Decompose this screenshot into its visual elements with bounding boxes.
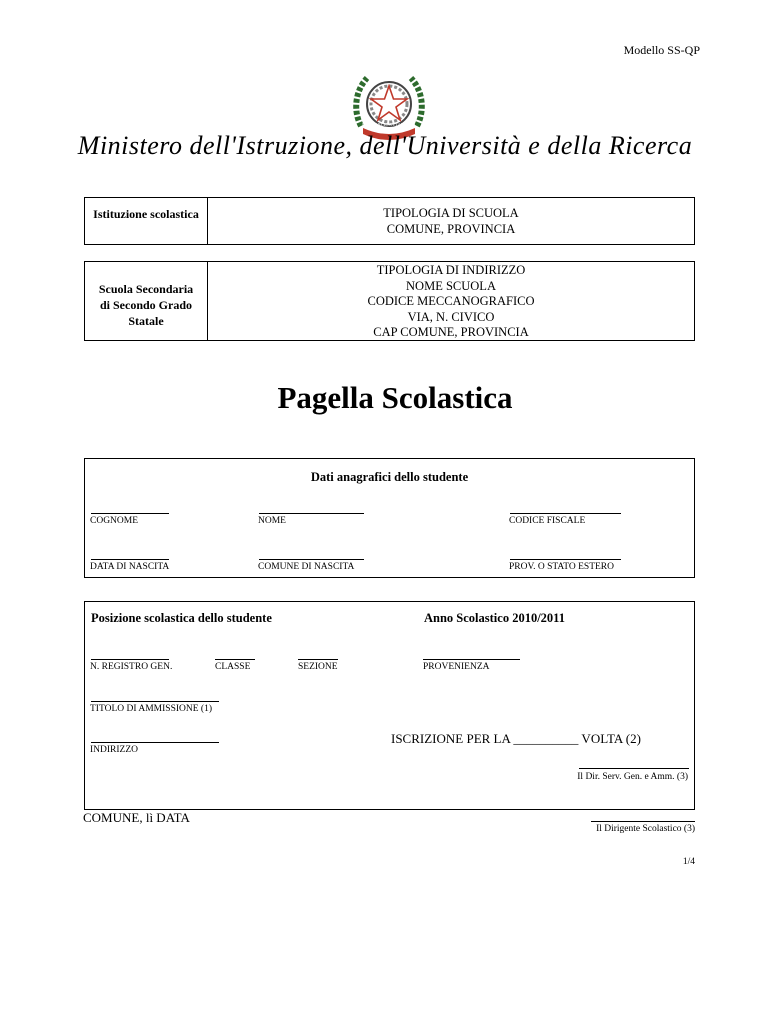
page-title: Pagella Scolastica — [277, 380, 513, 415]
emblem-text: REPVBBLICA ITALIANA — [362, 122, 416, 127]
name-label: NOME — [258, 516, 286, 526]
institution-label-text: Istituzione scolastica — [93, 207, 199, 221]
section-line[interactable] — [298, 659, 338, 660]
town-province: COMUNE, PROVINCIA — [386, 221, 516, 236]
principal-signature-line[interactable] — [591, 821, 695, 822]
principal-signature-label: Il Dirigente Scolastico (3) — [596, 824, 695, 834]
ministry-title: Ministero dell'Istruzione, dell'Università e della Ricerca — [77, 131, 693, 160]
address-type: TIPOLOGIA DI INDIRIZZO — [376, 263, 526, 277]
class-line[interactable] — [215, 659, 255, 660]
register-line[interactable] — [91, 659, 169, 660]
school-category-line: Statale — [128, 314, 164, 328]
tax-code-label: CODICE FISCALE — [509, 516, 586, 526]
school-position-box — [84, 601, 695, 810]
province-line[interactable] — [510, 559, 621, 560]
birth-town-label: COMUNE DI NASCITA — [258, 562, 355, 572]
admission-label: TITOLO DI AMMISSIONE (1) — [90, 704, 212, 714]
school-lines — [208, 263, 694, 341]
admission-line[interactable] — [91, 701, 219, 702]
student-heading: Dati anagrafici dello studente — [310, 470, 469, 484]
tax-code-line[interactable] — [510, 513, 621, 514]
postal-town: CAP COMUNE, PROVINCIA — [373, 325, 529, 339]
surname-line[interactable] — [91, 513, 169, 514]
school-name: NOME SCUOLA — [406, 278, 496, 293]
address-label: INDIRIZZO — [90, 745, 139, 755]
page-number: 1/4 — [682, 857, 695, 867]
class-label: CLASSE — [215, 662, 251, 672]
birth-town-line[interactable] — [259, 559, 364, 560]
address-line[interactable] — [91, 742, 219, 743]
institution-label — [85, 206, 207, 222]
origin-label: PROVENIENZA — [423, 662, 490, 672]
street: VIA, N. CIVICO — [407, 309, 495, 324]
enrollment-text: ISCRIZIONE PER LA __________ VOLTA (2) — [391, 731, 641, 746]
student-data-box — [84, 458, 695, 578]
dir-signature-label: Il Dir. Serv. Gen. e Amm. (3) — [577, 772, 688, 782]
dir-signature-line[interactable] — [579, 768, 689, 769]
birth-date-label: DATA DI NASCITA — [90, 562, 170, 572]
school-type: TIPOLOGIA DI SCUOLA — [383, 206, 519, 220]
school-category-line: Scuola Secondaria — [98, 282, 194, 296]
province-label: PROV. O STATO ESTERO — [509, 562, 614, 572]
position-heading: Posizione scolastica dello studente — [91, 611, 272, 625]
surname-label: COGNOME — [90, 516, 139, 526]
section-label: SEZIONE — [298, 662, 338, 672]
origin-line[interactable] — [423, 659, 520, 660]
model-label: Modello SS-QP — [623, 43, 700, 57]
institution-box — [84, 197, 695, 245]
school-category — [85, 281, 207, 329]
institution-lines — [208, 206, 694, 237]
school-category-line: di Secondo Grado — [99, 298, 192, 312]
school-year: Anno Scolastico 2010/2011 — [424, 611, 565, 625]
mechanographic-code: CODICE MECCANOGRAFICO — [367, 294, 535, 308]
place-date: COMUNE, lì DATA — [83, 810, 190, 825]
name-line[interactable] — [259, 513, 364, 514]
register-label: N. REGISTRO GEN. — [90, 662, 173, 672]
school-box — [84, 261, 695, 341]
birth-date-line[interactable] — [91, 559, 169, 560]
